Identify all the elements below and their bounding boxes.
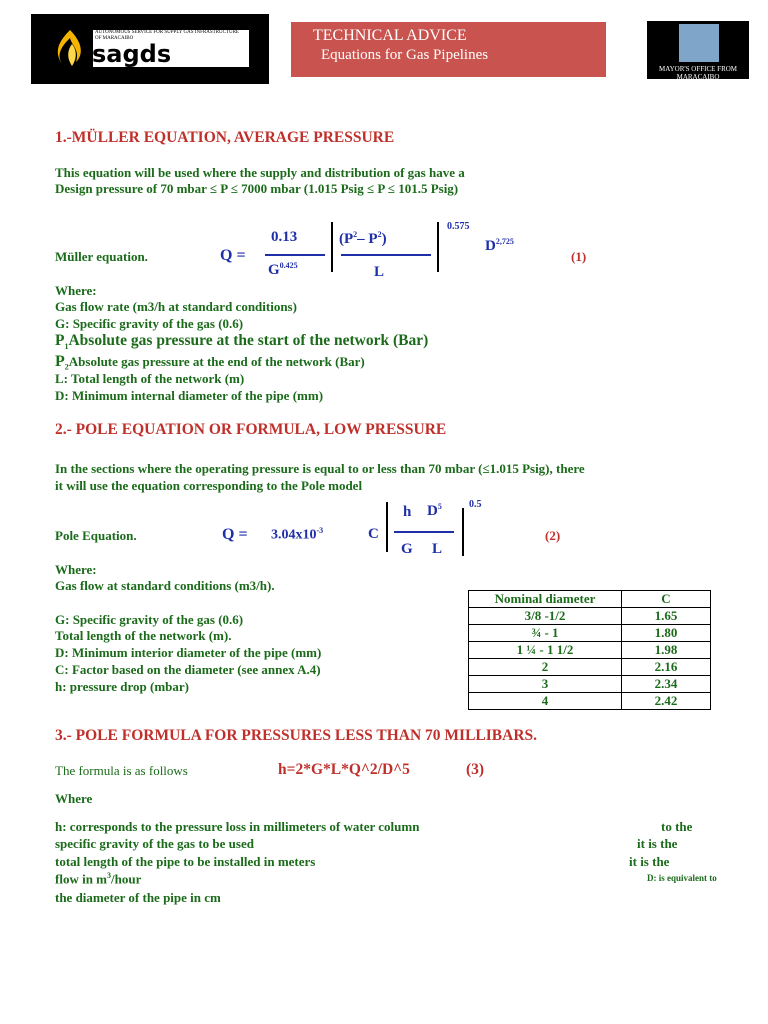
table-header-diameter: Nominal diameter	[469, 591, 622, 608]
pole-fraction-bar	[394, 531, 454, 533]
pole-bracket-left	[386, 502, 388, 552]
pole-coef: $3.04x10^{-3}$	[271, 526, 324, 543]
table-row	[469, 693, 711, 710]
section3-formula: h=2*G*L*Q^2/D^5	[278, 761, 410, 778]
pole-exponent: 0.5	[469, 499, 482, 510]
table-row	[469, 659, 711, 676]
title-line-1: TECHNICAL ADVICE	[313, 27, 467, 44]
section1-where-3: $P_1Absolute$ gas pressure at the start of the network (Bar)	[55, 332, 429, 352]
diameter-factor-table	[468, 590, 711, 710]
table-header-row	[469, 591, 711, 608]
section3-right-2: it is the	[637, 836, 678, 851]
table-row	[469, 625, 711, 642]
seal-caption: MAYOR'S OFFICE FROM MARACAIBO	[658, 65, 738, 81]
section3-line-2: specific gravity of the gas to be used	[55, 836, 254, 851]
section3-where: Where	[55, 791, 93, 806]
section2-where-1: Gas flow at standard conditions (m3/h).	[55, 578, 275, 593]
muller-coef: 0.13	[271, 229, 298, 245]
table-cell: 2.16	[622, 659, 711, 676]
muller-label: Müller equation.	[55, 249, 148, 264]
table-header-c: C	[622, 591, 711, 608]
pole-label: Pole Equation.	[55, 528, 137, 543]
pole-bracket-right	[462, 508, 464, 556]
muller-exponent: 0.575	[447, 221, 470, 232]
section2-where-4: D: Minimum interior diameter of the pipe (mm)	[55, 645, 322, 660]
table-cell: 1.98	[622, 642, 711, 659]
pole-d: $D^5$	[427, 502, 442, 519]
section1-where: Where:	[55, 283, 97, 298]
section1-heading: 1.-MÜLLER EQUATION, AVERAGE PRESSURE	[55, 129, 395, 146]
table-cell: 1 ¼ - 1 1/2	[469, 642, 622, 659]
table-cell: 1.65	[622, 608, 711, 625]
section2-where: Where:	[55, 562, 97, 577]
table-row	[469, 676, 711, 693]
section2-where-6: h: pressure drop (mbar)	[55, 679, 189, 694]
equation-number-2: (2)	[545, 528, 561, 543]
pole-c: C	[368, 526, 379, 542]
section2-intro-2: it will use the equation corresponding to the Pole model	[55, 478, 363, 493]
table-cell: 4	[469, 693, 622, 710]
section3-label: The formula is as follows	[55, 763, 188, 778]
section3-heading: 3.- POLE FORMULA FOR PRESSURES LESS THAN 70 MILLIBARS.	[55, 727, 538, 744]
table-row	[469, 642, 711, 659]
logo-text: sagds	[92, 40, 172, 68]
pole-l: L	[432, 541, 443, 557]
section2-where-5: C: Factor based on the diameter (see annex A.4)	[55, 662, 321, 677]
section3-right-1: to the	[661, 819, 693, 834]
section1-where-5: L: Total length of the network (m)	[55, 371, 245, 386]
table-cell: 2.42	[622, 693, 711, 710]
table-cell: 1.80	[622, 625, 711, 642]
logo-subtitle: AUTONOMOUS SERVICE FOR SUPPLY GAS INFRASTRUCTURE OF MARACAIBO	[95, 30, 239, 41]
pole-g: G	[401, 541, 413, 557]
muller-d: D$^{2,725}$	[485, 237, 514, 254]
seal-emblem-icon	[679, 24, 719, 62]
table-cell: ¾ - 1	[469, 625, 622, 642]
muller-pressure-term: ($P^2-$ $P^2$)	[339, 230, 387, 247]
flame-icon	[50, 28, 90, 75]
muller-bracket-right	[437, 222, 439, 272]
section1-where-2: G: Specific gravity of the gas (0.6)	[55, 316, 244, 331]
muller-g: $G^{0.425}$	[268, 261, 298, 278]
section3-right-4: D: is equivalent to	[647, 873, 717, 883]
table-cell: 3/8 -1/2	[469, 608, 622, 625]
section2-where-3: Total length of the network (m).	[55, 628, 232, 643]
title-line-2: Equations for Gas Pipelines	[321, 47, 489, 63]
section3-line-5: the diameter of the pipe in cm	[55, 890, 221, 905]
muller-bracket-left	[331, 222, 333, 272]
section3-right-3: it is the	[629, 854, 670, 869]
section2-intro-1: In the sections where the operating pressure is equal to or less than 70 mbar (≤1.015 Psig), there	[55, 461, 585, 476]
section1-where-4: $P_2Absolute$ gas pressure at the end of the network (Bar)	[55, 353, 365, 372]
table-row	[469, 608, 711, 625]
section1-intro-1: This equation will be used where the supply and distribution of gas have a	[55, 165, 465, 180]
section1-intro-2: Design pressure of 70 mbar ≤ P ≤ 7000 mbar (1.015 Psig ≤ P ≤ 101.5 Psig)	[55, 181, 459, 196]
pole-h: h	[403, 504, 412, 520]
section2-heading: 2.- POLE EQUATION OR FORMULA, LOW PRESSURE	[55, 421, 447, 438]
table-cell: 2.34	[622, 676, 711, 693]
section2-where-2: G: Specific gravity of the gas (0.6)	[55, 612, 244, 627]
table-cell: 2	[469, 659, 622, 676]
muller-q: Q =	[220, 247, 246, 264]
equation-number-3: (3)	[466, 761, 485, 778]
muller-fraction-bar-1	[265, 254, 325, 256]
table-cell: 3	[469, 676, 622, 693]
section1-where-1: Gas flow rate (m3/h at standard conditions)	[55, 299, 297, 314]
muller-l: L	[374, 264, 385, 280]
muller-fraction-bar-2	[341, 254, 431, 256]
section3-line-3: total length of the pipe to be installed in meters	[55, 854, 316, 869]
section1-where-6: D: Minimum internal diameter of the pipe (mm)	[55, 388, 324, 403]
pole-q: Q =	[222, 526, 248, 543]
section3-line-4: flow in $m^3$/hour	[55, 871, 142, 887]
section3-line-1: h: corresponds to the pressure loss in millimeters of water column	[55, 819, 420, 834]
equation-number-1: (1)	[571, 249, 587, 264]
